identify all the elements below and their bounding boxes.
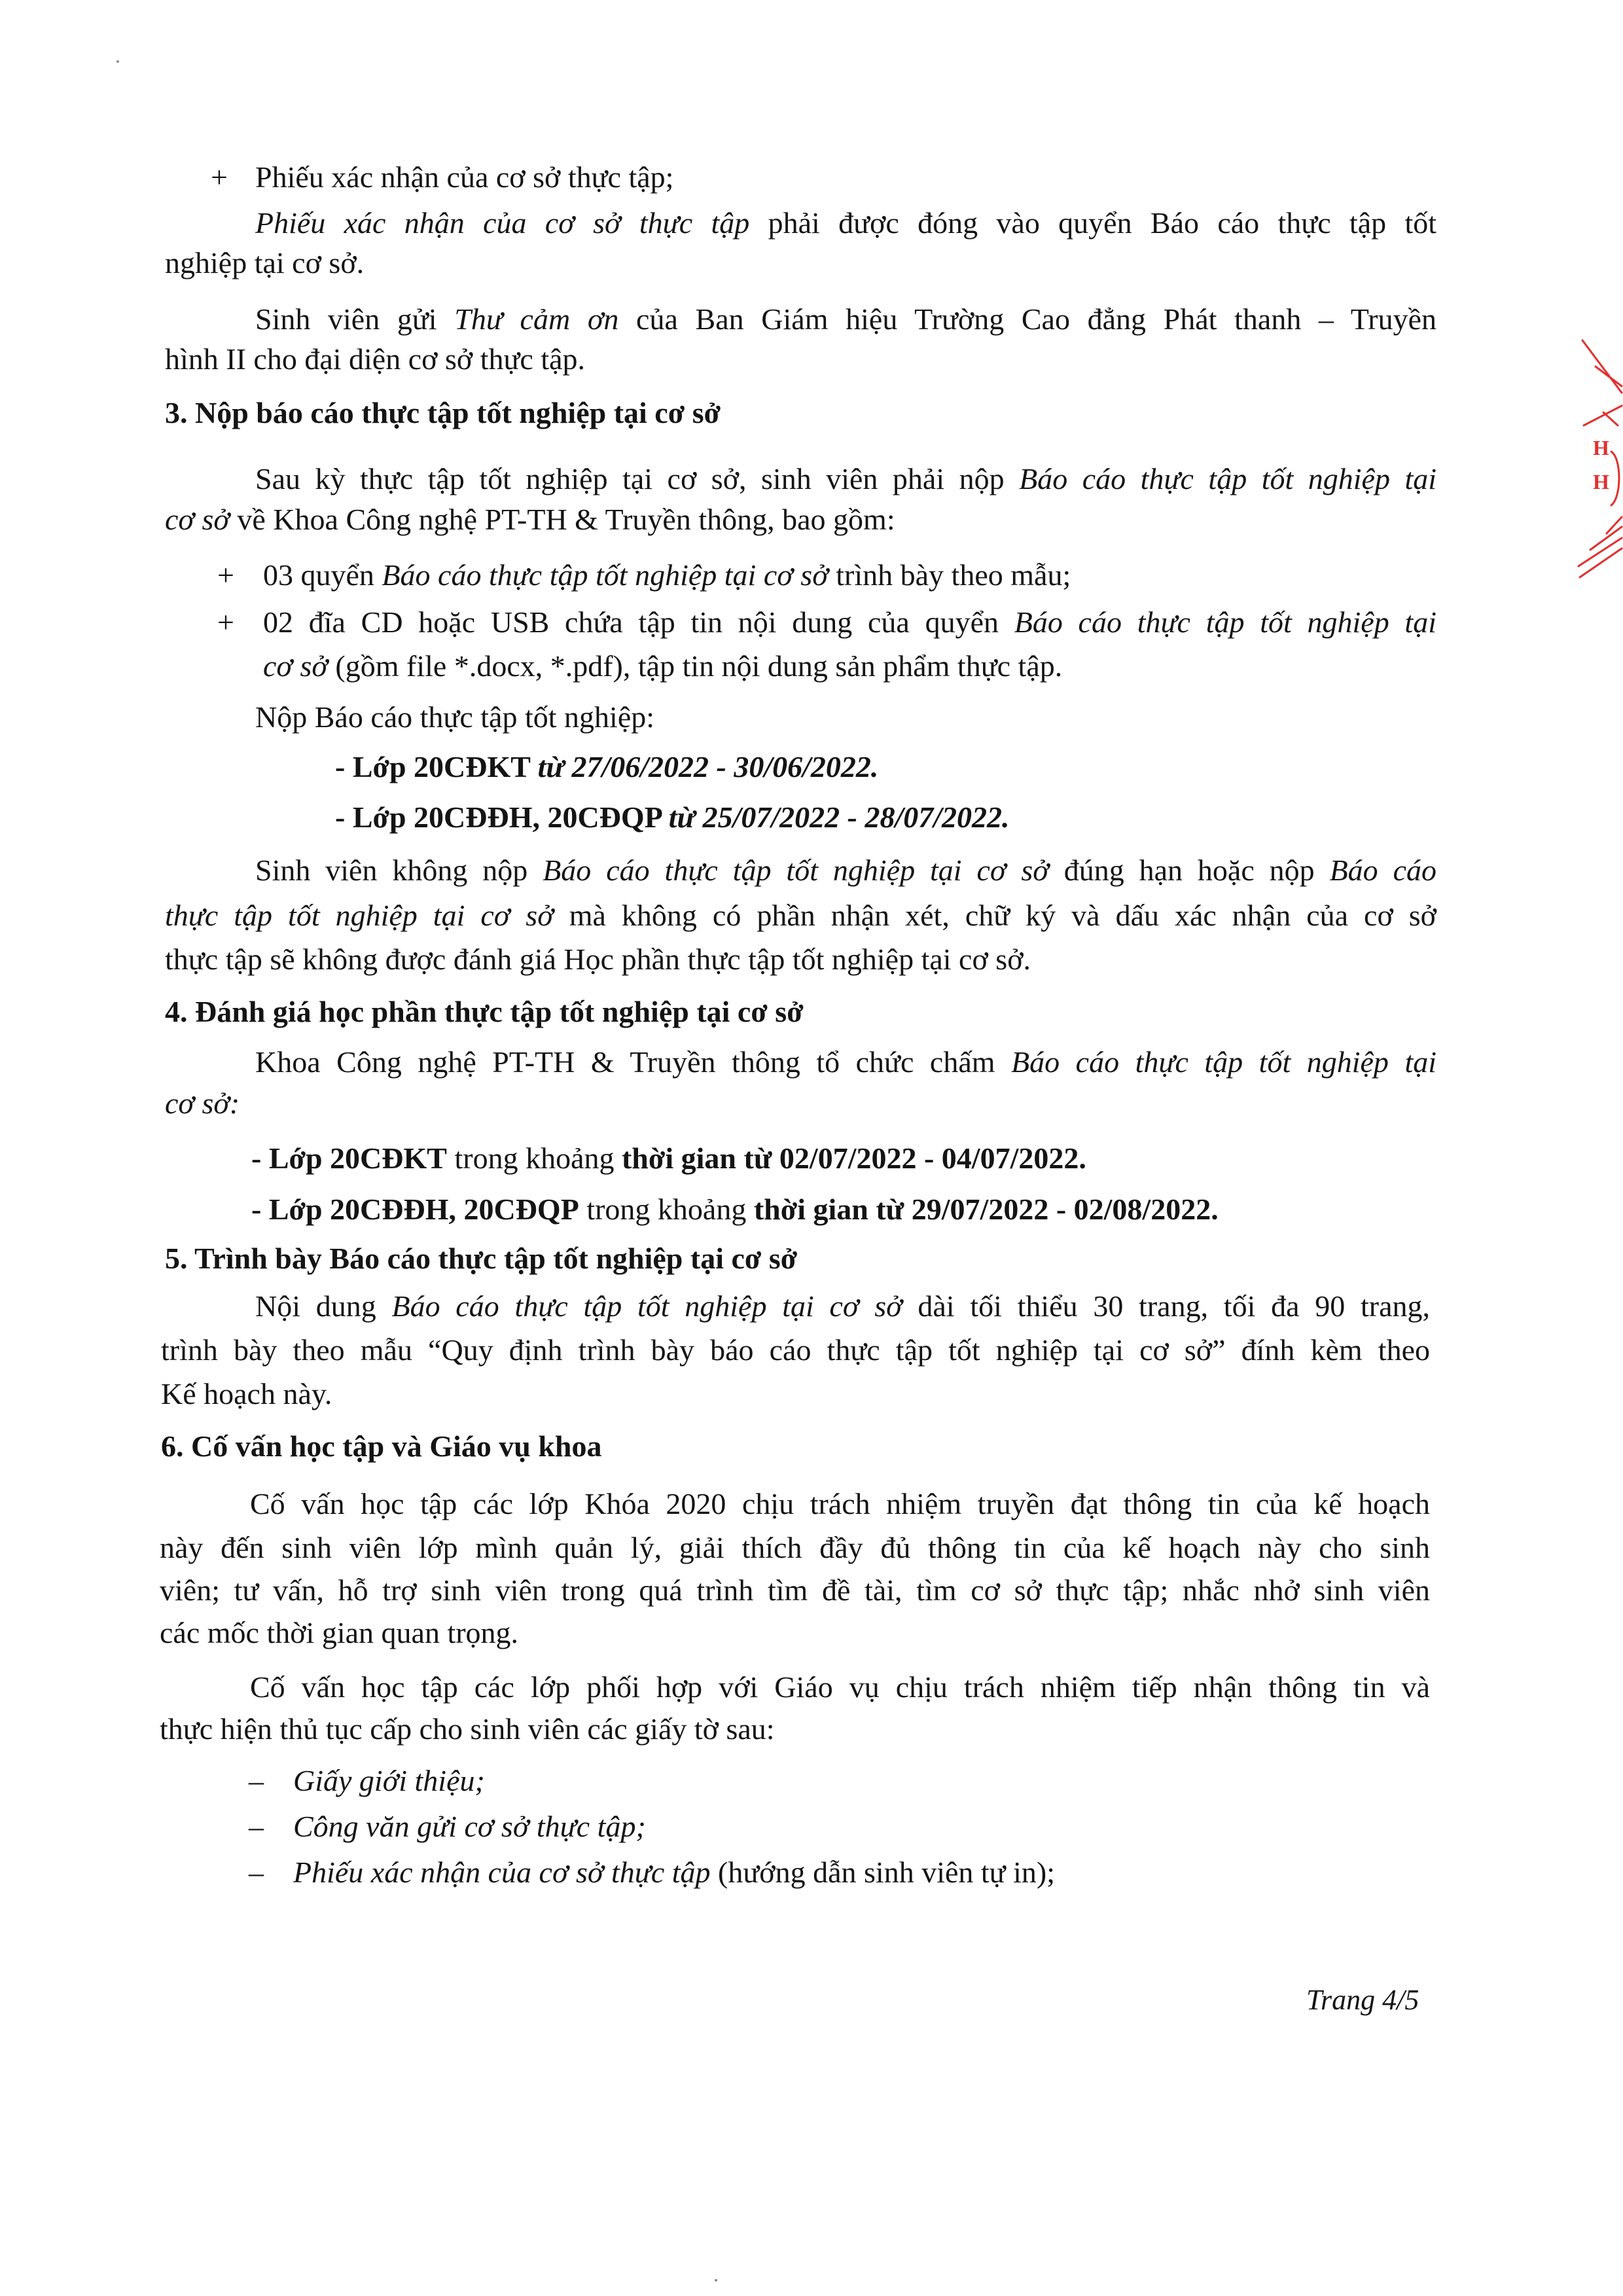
list-dash: – xyxy=(249,1810,264,1843)
list-item-cd-usb-cont: cơ sở (gồm file *.docx, *.pdf), tập tin nội dung sản phẩm thực tập. xyxy=(263,649,1063,683)
list-item-phieu: Phiếu xác nhận của cơ sở thực tập; xyxy=(255,160,674,194)
paragraph-line: Cố vấn học tập các lớp phối hợp với Giáo vụ chịu trách nhiệm tiếp nhận thông tin và xyxy=(250,1670,1430,1704)
section-heading-5: 5. Trình bày Báo cáo thực tập tốt nghiệp tại cơ sở xyxy=(165,1242,798,1275)
italic-term: Báo cáo thực tập tốt nghiệp tại cơ sở xyxy=(391,1289,902,1323)
italic-term: thực tập tốt nghiệp tại cơ sở xyxy=(165,899,554,932)
paragraph-line: các mốc thời gian quan trọng. xyxy=(160,1616,519,1649)
paragraph-line: trình bày theo mẫu “Quy định trình bày báo cáo thực tập tốt nghiệp tại cơ sở” đính kèm theo xyxy=(161,1333,1430,1367)
list-dash: – xyxy=(249,1764,264,1797)
paragraph-line: Cố vấn học tập các lớp Khóa 2020 chịu trách nhiệm truyền đạt thông tin của kế hoạch xyxy=(250,1487,1430,1520)
paragraph-line: Sau kỳ thực tập tốt nghiệp tại cơ sở, sinh viên phải nộp Báo cáo thực tập tốt nghiệp tại xyxy=(255,462,1437,495)
paragraph-line: này đến sinh viên lớp mình quản lý, giải thích đầy đủ thông tin của kế hoạch này cho sinh xyxy=(160,1531,1430,1564)
paragraph-line: cơ sở: xyxy=(165,1086,240,1120)
paragraph-line: thực tập tốt nghiệp tại cơ sở mà không có phần nhận xét, chữ ký và dấu xác nhận của cơ sở xyxy=(165,899,1436,932)
italic-term: Báo cáo xyxy=(1329,853,1437,887)
scan-speck xyxy=(116,60,119,63)
italic-term: Thư cảm ơn xyxy=(454,302,619,336)
italic-term: Báo cáo thực tập tốt nghiệp tại cơ sở xyxy=(382,558,829,592)
paragraph-line: nghiệp tại cơ sở. xyxy=(165,246,365,279)
deadline-label: Nộp Báo cáo thực tập tốt nghiệp: xyxy=(255,700,655,734)
page-number: Trang 4/5 xyxy=(1306,1984,1419,2016)
section-heading-3: 3. Nộp báo cáo thực tập tốt nghiệp tại cơ sở xyxy=(165,396,721,429)
bullet-plus: + xyxy=(217,558,234,592)
scan-speck xyxy=(715,2279,717,2282)
section-heading-6: 6. Cố vấn học tập và Giáo vụ khoa xyxy=(161,1429,602,1463)
stamp-letter: H xyxy=(1593,436,1609,459)
paragraph-line: Sinh viên gửi Thư cảm ơn của Ban Giám hiệu Trường Cao đẳng Phát thanh – Truyền xyxy=(255,302,1437,336)
paragraph-line: thực tập sẽ không được đánh giá Học phần thực tập tốt nghiệp tại cơ sở. xyxy=(165,942,1031,976)
document-item-phieu: Phiếu xác nhận của cơ sở thực tập (hướng dẫn sinh viên tự in); xyxy=(293,1856,1055,1889)
italic-term: Báo cáo thực tập tốt nghiệp tại xyxy=(1014,605,1436,639)
italic-term: Phiếu xác nhận của cơ sở thực tập xyxy=(293,1856,711,1889)
paragraph-line: Nội dung Báo cáo thực tập tốt nghiệp tại cơ sở dài tối thiểu 30 trang, tối đa 90 trang, xyxy=(255,1289,1430,1323)
deadline-item-20cddh: - Lớp 20CĐĐH, 20CĐQP từ 25/07/2022 - 28/07/2022. xyxy=(335,800,1010,834)
list-dash: – xyxy=(249,1856,264,1889)
italic-term: cơ sở xyxy=(165,503,230,536)
italic-term: Phiếu xác nhận của cơ sở thực tập xyxy=(255,206,750,240)
document-item-gioi-thieu: Giấy giới thiệu; xyxy=(293,1764,485,1797)
deadline-item-20cdkt: - Lớp 20CĐKT từ 27/06/2022 - 30/06/2022. xyxy=(335,750,879,783)
evaluation-item-20cddh: - Lớp 20CĐĐH, 20CĐQP trong khoảng thời gian từ 29/07/2022 - 02/08/2022. xyxy=(251,1193,1219,1226)
list-item-cd-usb: 02 đĩa CD hoặc USB chứa tập tin nội dung của quyển Báo cáo thực tập tốt nghiệp tại xyxy=(263,605,1436,639)
bullet-plus: + xyxy=(217,605,234,639)
document-item-cong-van: Công văn gửi cơ sở thực tập; xyxy=(293,1810,646,1843)
paragraph-line: thực hiện thủ tục cấp cho sinh viên các giấy tờ sau: xyxy=(160,1712,775,1746)
paragraph-line: hình II cho đại diện cơ sở thực tập. xyxy=(165,342,586,376)
official-stamp xyxy=(1571,327,1623,602)
italic-term: Báo cáo thực tập tốt nghiệp tại cơ sở xyxy=(543,853,1049,887)
list-item-reports: 03 quyển Báo cáo thực tập tốt nghiệp tại cơ sở trình bày theo mẫu; xyxy=(263,558,1071,592)
italic-term: Báo cáo thực tập tốt nghiệp tại xyxy=(1011,1045,1437,1079)
paragraph-line: Kế hoạch này. xyxy=(161,1377,332,1410)
paragraph-line: Khoa Công nghệ PT-TH & Truyền thông tổ chức chấm Báo cáo thực tập tốt nghiệp tại xyxy=(255,1045,1437,1079)
stamp-letter: H xyxy=(1593,470,1609,493)
italic-term: Báo cáo thực tập tốt nghiệp tại xyxy=(1019,462,1437,495)
paragraph-line: Phiếu xác nhận của cơ sở thực tập phải được đóng vào quyển Báo cáo thực tập tốt xyxy=(255,206,1437,240)
section-heading-4: 4. Đánh giá học phần thực tập tốt nghiệp tại cơ sở xyxy=(165,995,804,1028)
paragraph-line: Sinh viên không nộp Báo cáo thực tập tốt nghiệp tại cơ sở đúng hạn hoặc nộp Báo cáo xyxy=(255,853,1437,887)
italic-term: cơ sở xyxy=(263,649,328,683)
paragraph-line: cơ sở về Khoa Công nghệ PT-TH & Truyền thông, bao gồm: xyxy=(165,503,895,536)
bullet-plus: + xyxy=(211,160,228,194)
paragraph-line: viên; tư vấn, hỗ trợ sinh viên trong quá trình tìm đề tài, tìm cơ sở thực tập; nhắc nhở sinh viên xyxy=(160,1573,1430,1607)
evaluation-item-20cdkt: - Lớp 20CĐKT trong khoảng thời gian từ 02/07/2022 - 04/07/2022. xyxy=(251,1141,1086,1175)
